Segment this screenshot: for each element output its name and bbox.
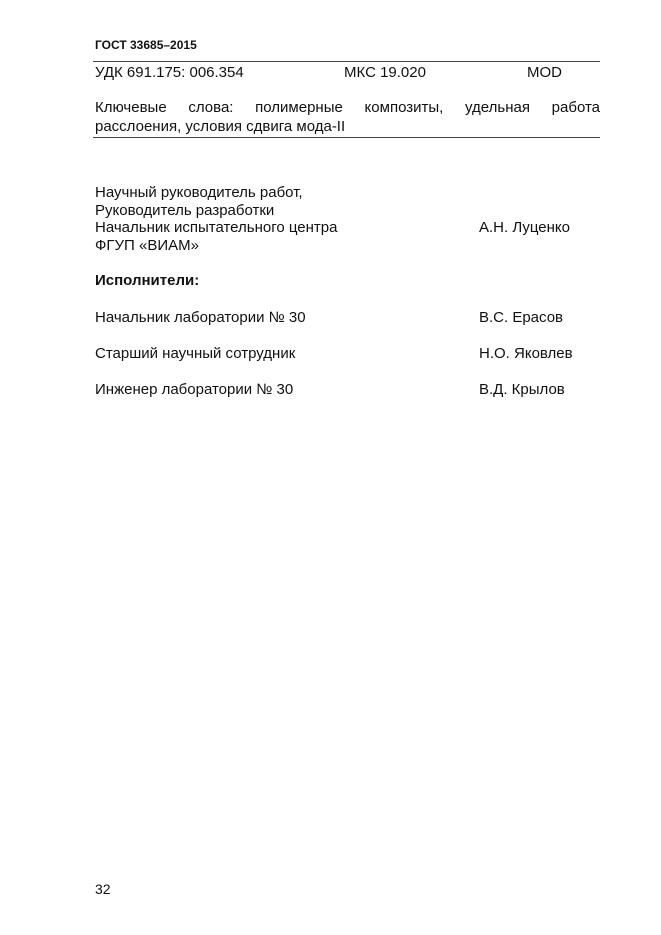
mod-label: MOD [527, 64, 562, 81]
executor-name: В.С. Ерасов [479, 309, 564, 326]
executor-role: Начальник лаборатории № 30 [95, 309, 306, 326]
udc-code: УДК 691.175: 006.354 [95, 64, 244, 81]
keywords-paragraph: Ключевые слова: полимерные композиты, удельная работа расслоения, условия сдвига мода-II [95, 99, 600, 135]
executors-heading: Исполнители: [95, 272, 200, 289]
supervisor-name: А.Н. Луценко [479, 219, 570, 236]
executor-role: Инженер лаборатории № 30 [95, 381, 294, 398]
supervisor-line: Руководитель разработки [95, 201, 275, 219]
supervisor-block [95, 184, 337, 254]
supervisor-line: ФГУП «ВИАМ» [95, 236, 199, 254]
supervisor-line: Научный руководитель работ, [95, 184, 303, 201]
page-number: 32 [95, 881, 111, 897]
supervisor-line: Начальник испытательного центра [95, 219, 338, 236]
top-divider [93, 61, 600, 62]
executor-name: Н.О. Яковлев [479, 345, 573, 362]
standard-header: ГОСТ 33685–2015 [95, 38, 197, 52]
executor-name: В.Д. Крылов [479, 381, 565, 398]
executor-role: Старший научный сотрудник [95, 345, 296, 362]
mks-code: МКС 19.020 [344, 64, 426, 81]
keywords-divider [93, 137, 600, 138]
